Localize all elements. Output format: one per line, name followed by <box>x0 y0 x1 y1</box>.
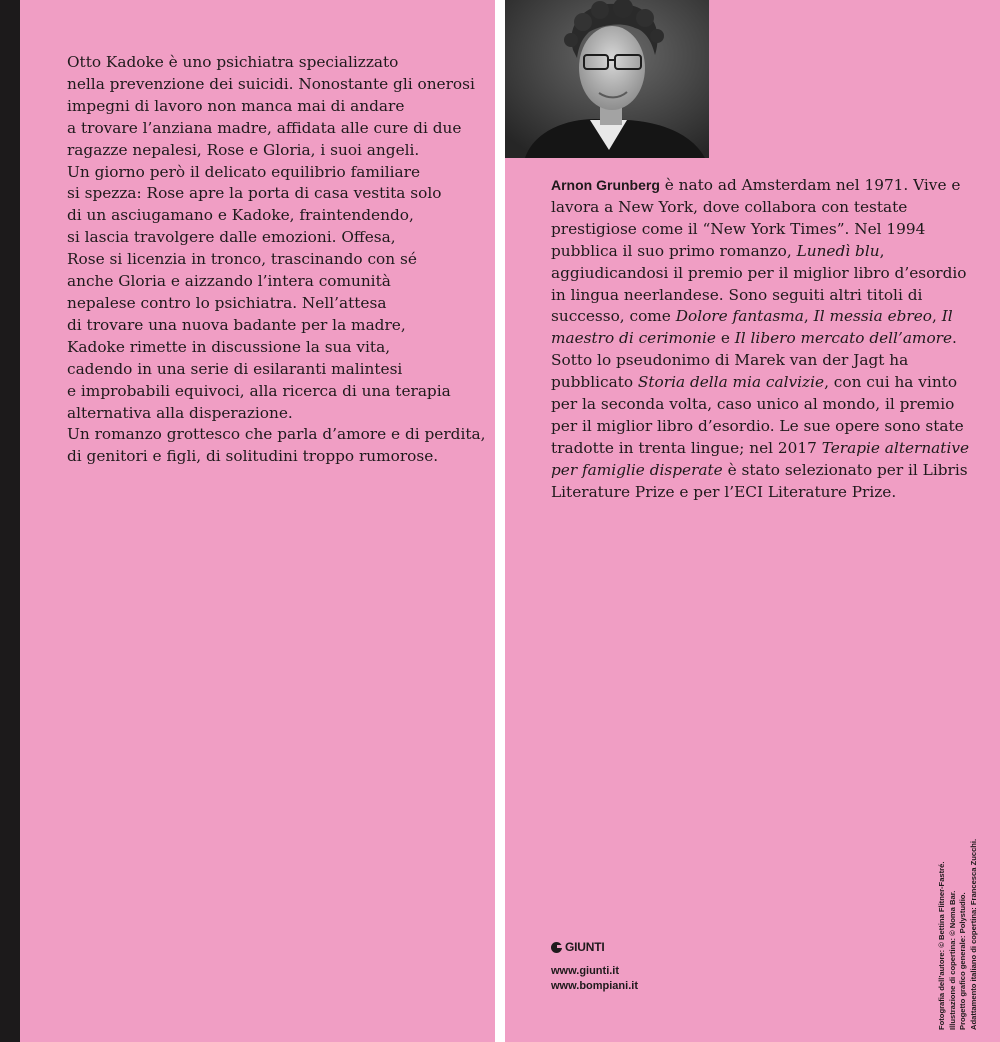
synopsis-line: Otto Kadoke è uno psichiatra specializzato <box>67 53 399 71</box>
synopsis-line: impegni di lavoro non manca mai di andare <box>67 96 405 115</box>
left-flap <box>20 0 495 1042</box>
bio-text: , <box>932 307 942 326</box>
synopsis-line: nepalese contro lo psichiatra. Nell’attesa <box>67 293 387 312</box>
author-name: Arnon Grunberg <box>551 177 660 193</box>
credit-line: Fotografia dell’autore: © Bettina Flitner-Fastré. <box>937 861 946 1030</box>
credit-line: Progetto grafico generale: Polystudio. <box>958 892 968 1030</box>
synopsis-line: si spezza: Rose apre la porta di casa vestita solo <box>67 184 442 203</box>
bio-text: è nato ad Amsterdam nel 1971. Vive e lavora a New York, dove collabora con testate prestigiose come il “New York Times”. Nel 1994 pubblica il suo primo romanzo, <box>551 176 961 260</box>
synopsis-line: nella prevenzione dei suicidi. Nonostante gli onerosi <box>67 74 475 93</box>
synopsis-line: a trovare l’anziana madre, affidata alle cure di due <box>67 118 462 137</box>
publisher-logo <box>551 940 604 954</box>
bio-text: . Sotto lo pseudonimo di Marek van der Jagt ha pubblicato <box>551 329 957 392</box>
back-spine <box>0 0 20 1042</box>
giunti-logo-icon <box>551 942 562 953</box>
bio-text: , aggiudicandosi il premio per il miglior libro d’esordio in lingua neerlandese. Sono seguiti altri titoli di successo, come <box>551 241 967 326</box>
synopsis-line: Rose si licenzia in tronco, trascinando con sé <box>67 250 417 269</box>
bio-text: e <box>715 329 735 348</box>
synopsis-line: cadendo in una serie di esilaranti malintesi <box>67 359 403 378</box>
synopsis-line: alternativa alla disperazione. <box>67 403 293 422</box>
flap-gutter <box>495 0 505 1042</box>
book-title: Il libero mercato dell’amore <box>734 329 953 348</box>
synopsis-line: di genitori e figli, di solitudini troppo rumorose. <box>67 447 439 466</box>
synopsis-text <box>67 52 487 468</box>
synopsis-line: di trovare una nuova badante per la madre, <box>67 315 406 334</box>
publisher-links <box>551 964 638 994</box>
synopsis-line: ragazze nepalesi, Rose e Gloria, i suoi angeli. <box>67 140 420 159</box>
right-flap <box>505 0 1000 1042</box>
credit-line: Illustrazione di copertina: © Noma Bar. <box>947 890 957 1030</box>
bio-text: , con cui ha vinto per la seconda volta, caso unico al mondo, il premio per il miglior libro d’esordio. Le sue opere sono state tradotte in trenta lingue; nel 2017 <box>551 373 964 457</box>
bompiani-website-link[interactable]: www.bompiani.it <box>551 980 638 992</box>
publisher-name: GIUNTI <box>565 940 605 954</box>
book-title: Dolore fantasma <box>675 307 804 326</box>
synopsis-line: anche Gloria e aizzando l’intera comunità <box>67 272 391 291</box>
book-title: Il maestro di cerimonie <box>551 307 953 348</box>
book-title: Terapie alternative per famiglie disperate <box>551 438 970 479</box>
synopsis-line: si lascia travolgere dalle emozioni. Offesa, <box>67 228 396 247</box>
credit-line: Adattamento italiano di copertina: Francesca Zucchi. <box>968 838 978 1030</box>
synopsis-line: e improbabili equivoci, alla ricerca di una terapia <box>67 381 451 400</box>
author-portrait-image <box>505 0 709 158</box>
book-title: Lunedì blu <box>796 241 880 260</box>
book-title: Il messia ebreo <box>813 307 933 326</box>
bio-text: , <box>803 307 814 326</box>
bio-text: è stato selezionato per il Libris Literature Prize e per l’ECI Literature Prize. <box>551 460 968 501</box>
synopsis-line: Kadoke rimette in discussione la sua vita, <box>67 337 391 356</box>
author-photo <box>505 0 709 158</box>
cover-credits <box>937 790 979 1030</box>
synopsis-line: Un romanzo grottesco che parla d’amore e di perdita, <box>67 425 486 444</box>
giunti-website-link[interactable]: www.giunti.it <box>551 965 620 977</box>
book-title: Storia della mia calvizie <box>637 373 825 392</box>
author-bio <box>551 175 971 504</box>
synopsis-line: Un giorno però il delicato equilibrio familiare <box>67 162 421 181</box>
synopsis-line: di un asciugamano e Kadoke, fraintendendo, <box>67 206 414 225</box>
